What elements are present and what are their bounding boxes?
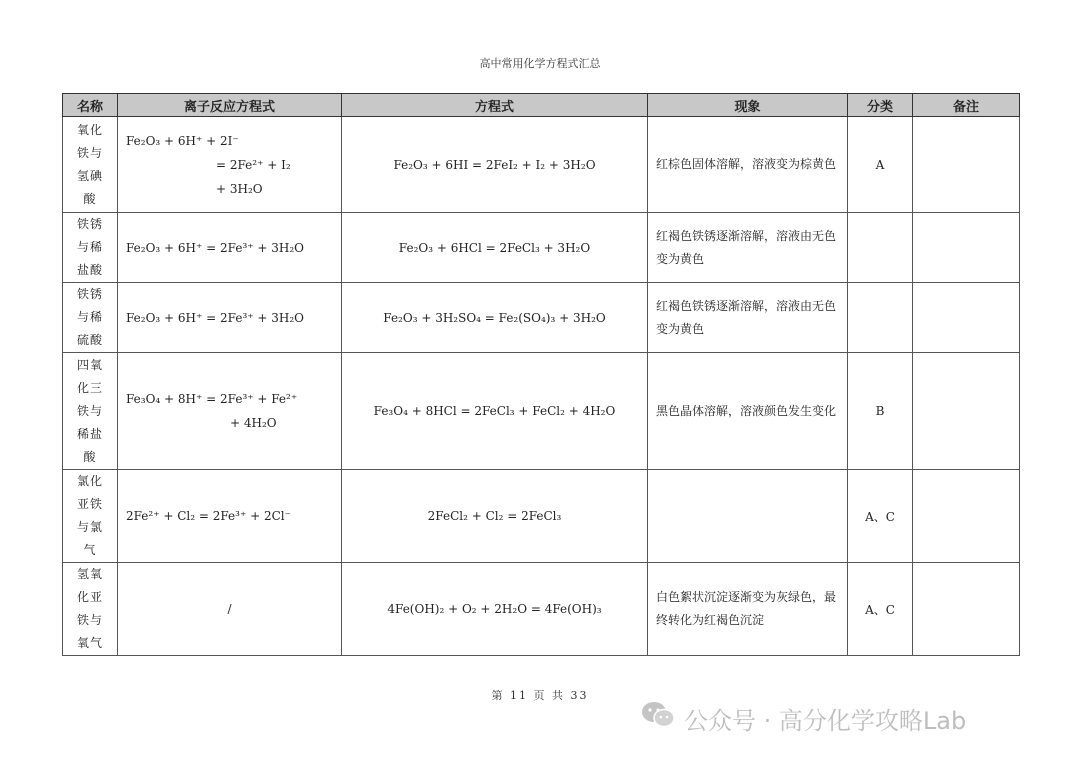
ionic-equation-line: 2Fe²⁺ + Cl₂ = 2Fe³⁺ + 2Cl⁻ (126, 509, 291, 523)
watermark (640, 700, 966, 736)
reaction-name-cell: 铁锈与稀硫酸 (63, 283, 118, 353)
ionic-equation-cell (118, 563, 342, 656)
column-header-ionic-equation: 离子反应方程式 (118, 94, 342, 117)
ionic-equation-cell (118, 213, 342, 283)
note-cell (913, 470, 1020, 563)
category-cell: A、C (848, 470, 913, 563)
ionic-equation-line: Fe₂O₃ + 6H⁺ = 2Fe³⁺ + 3H₂O (126, 310, 305, 325)
page-number: 第 11 页 共 33 (491, 689, 589, 702)
column-header-note: 备注 (913, 94, 1020, 117)
note-cell (913, 353, 1020, 470)
column-header-equation: 方程式 (342, 94, 648, 117)
ionic-equation-line: / (227, 602, 232, 616)
table-row (63, 470, 1020, 563)
phenomenon-cell: 红棕色固体溶解，溶液变为棕黄色 (648, 117, 848, 213)
ionic-equation-cell (118, 353, 342, 470)
ionic-equation-line: Fe₂O₃ + 6H⁺ = 2Fe³⁺ + 3H₂O (126, 240, 305, 255)
equation-cell: 2FeCl₂ + Cl₂ = 2FeCl₃ (342, 470, 648, 563)
reaction-name-cell: 氧化铁与氢碘酸 (63, 117, 118, 213)
table-row (63, 117, 1020, 213)
column-header-phenomenon: 现象 (648, 94, 848, 117)
note-cell (913, 563, 1020, 656)
category-cell: A、C (848, 563, 913, 656)
document-header-title: 高中常用化学方程式汇总 (479, 57, 601, 70)
wechat-icon (640, 700, 676, 736)
category-cell (848, 283, 913, 353)
equation-cell: Fe₂O₃ + 6HCl = 2FeCl₃ + 3H₂O (342, 213, 648, 283)
ionic-equation-line: + 4H₂O (230, 416, 277, 430)
ionic-equation-line: Fe₃O₄ + 8H⁺ = 2Fe³⁺ + Fe²⁺ (126, 392, 298, 406)
table-row (63, 283, 1020, 353)
equation-cell: Fe₂O₃ + 6HI = 2FeI₂ + I₂ + 3H₂O (342, 117, 648, 213)
equation-cell: 4Fe(OH)₂ + O₂ + 2H₂O = 4Fe(OH)₃ (342, 563, 648, 656)
note-cell (913, 117, 1020, 213)
ionic-equation-line: = 2Fe²⁺ + I₂ (216, 157, 291, 172)
note-cell (913, 213, 1020, 283)
category-cell: B (848, 353, 913, 470)
phenomenon-cell: 红褐色铁锈逐渐溶解，溶液由无色变为黄色 (648, 283, 848, 353)
ionic-equation-line: Fe₂O₃ + 6H⁺ + 2I⁻ (126, 133, 239, 148)
table-row (63, 353, 1020, 470)
phenomenon-cell: 黑色晶体溶解，溶液颜色发生变化 (648, 353, 848, 470)
phenomenon-cell (648, 470, 848, 563)
table-row (63, 213, 1020, 283)
reaction-name-cell: 氯化亚铁与氯气 (63, 470, 118, 563)
phenomenon-cell: 白色絮状沉淀逐渐变为灰绿色，最终转化为红褐色沉淀 (648, 563, 848, 656)
category-cell: A (848, 117, 913, 213)
reaction-name-cell: 铁锈与稀盐酸 (63, 213, 118, 283)
equation-cell: Fe₃O₄ + 8HCl = 2FeCl₃ + FeCl₂ + 4H₂O (342, 353, 648, 470)
equation-cell: Fe₂O₃ + 3H₂SO₄ = Fe₂(SO₄)₃ + 3H₂O (342, 283, 648, 353)
column-header-name: 名称 (63, 94, 118, 117)
reaction-name-cell: 氢氧化亚铁与氧气 (63, 563, 118, 656)
note-cell (913, 283, 1020, 353)
ionic-equation-line: + 3H₂O (216, 181, 263, 196)
reaction-name-cell: 四氧化三铁与稀盐酸 (63, 353, 118, 470)
watermark-text: 公众号 · 高分化学攻略Lab (684, 706, 967, 735)
ionic-equation-cell (118, 117, 342, 213)
category-cell (848, 213, 913, 283)
phenomenon-cell: 红褐色铁锈逐渐溶解，溶液由无色变为黄色 (648, 213, 848, 283)
ionic-equation-cell (118, 470, 342, 563)
ionic-equation-cell (118, 283, 342, 353)
equation-table (62, 93, 1020, 656)
column-header-category: 分类 (848, 94, 913, 117)
table-row (63, 563, 1020, 656)
table-header-row (63, 94, 1020, 117)
